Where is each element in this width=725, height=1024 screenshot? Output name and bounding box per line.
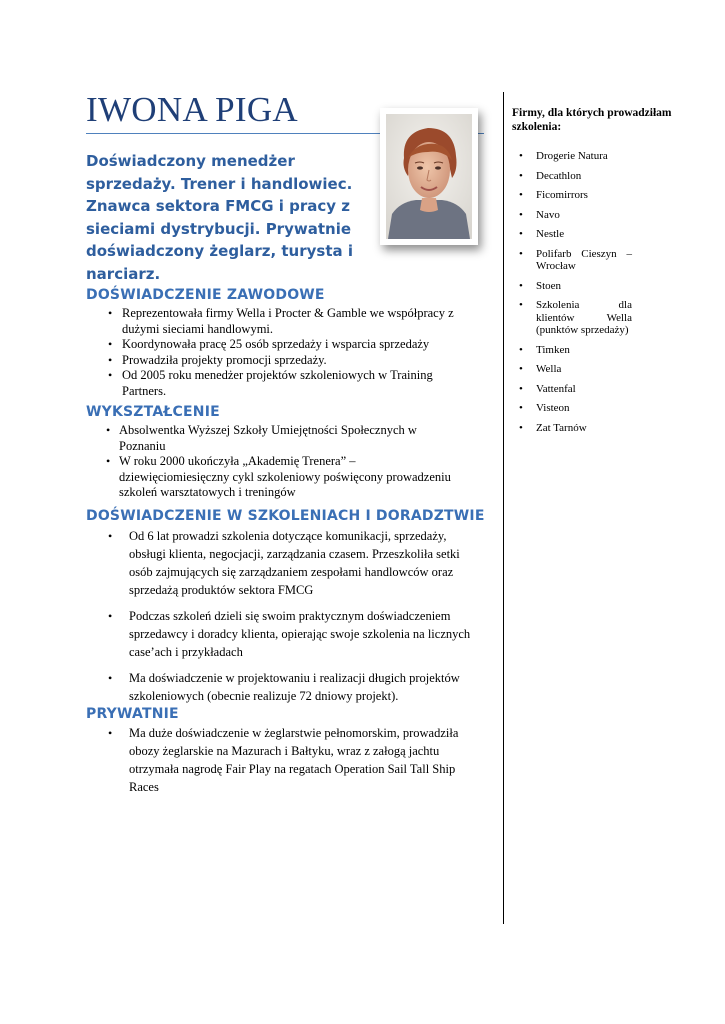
profile-photo xyxy=(380,108,478,245)
person-name: IWONA PIGA xyxy=(86,90,299,129)
section-title-private: PRYWATNIE xyxy=(86,706,179,722)
education-list xyxy=(86,423,464,501)
company-item: • Visteon xyxy=(512,402,632,415)
section-title-education: WYKSZTAŁCENIE xyxy=(86,404,220,420)
list-item: • Ma duże doświadczenie w żeglarstwie pełnomorskim, prowadziła obozy żeglarskie na Mazurach i Bałtyku, wraz z załogą jachtu otrzymała nagrodę Fair Play na regatach Operation Sail Tall Ship Races xyxy=(86,724,476,796)
list-item: • Od 2005 roku menedżer projektów szkoleniowych w Training Partners. xyxy=(86,368,478,399)
training-list xyxy=(86,527,484,713)
company-item: • Wella xyxy=(512,363,632,376)
section-title-training: DOŚWIADCZENIE W SZKOLENIACH I DORADZTWIE xyxy=(86,508,485,524)
list-item: • Od 6 lat prowadzi szkolenia dotyczące komunikacji, sprzedaży, obsługi klienta, negocjacji, zarządzania czasem. Przeszkoliła setki osób zajmujących się zarządzaniem zespołami handlowców oraz sprzedażą produktów sektora FMCG xyxy=(86,527,484,599)
list-item: • W roku 2000 ukończyła „Akademię Trenera” – dziewięciomiesięczny cykl szkoleniowy poświęcony prowadzeniu szkoleń warsztatowych i treningów xyxy=(86,454,464,501)
list-item: • Koordynowała pracę 25 osób sprzedaży i wsparcia sprzedaży xyxy=(86,337,478,353)
company-item: • Timken xyxy=(512,344,632,357)
section-title-experience: DOŚWIADCZENIE ZAWODOWE xyxy=(86,287,325,303)
profile-summary: Doświadczony menedżer sprzedaży. Trener i handlowiec. Znawca sektora FMCG i pracy z sieciami dystrybucji. Prywatnie doświadczony żeglarz, turysta i narciarz. xyxy=(86,152,353,283)
experience-list xyxy=(86,306,478,399)
company-item: • Stoen xyxy=(512,280,632,293)
list-item: • Podczas szkoleń dzieli się swoim praktycznym doświadczeniem sprzedawcy i doradcy klienta, opierając swoje szkolenia na licznych case’ach i przykładach xyxy=(86,607,484,661)
sidebar-divider xyxy=(503,92,504,924)
company-item: • Drogerie Natura xyxy=(512,150,632,163)
company-item: • Vattenfal xyxy=(512,383,632,396)
company-item: • Decathlon xyxy=(512,170,632,183)
company-item: • Szkolenia dla klientów Wella (punktów sprzedaży) xyxy=(512,299,632,337)
portrait-image xyxy=(386,114,472,239)
list-item: • Reprezentowała firmy Wella i Procter & Gamble we współpracy z dużymi sieciami handlowymi. xyxy=(86,306,478,337)
private-list xyxy=(86,724,476,804)
company-item: • Polifarb Cieszyn – Wrocław xyxy=(512,248,632,273)
sidebar-heading: Firmy, dla których prowadziłam szkolenia: xyxy=(512,107,672,133)
list-item: • Absolwentka Wyższej Szkoły Umiejętności Społecznych w Poznaniu xyxy=(86,423,464,454)
company-item: • Navo xyxy=(512,209,632,222)
company-list xyxy=(512,150,632,441)
company-item: • Nestle xyxy=(512,228,632,241)
list-item: • Ma doświadczenie w projektowaniu i realizacji długich projektów szkoleniowych (obecnie realizuje 72 dniowy projekt). xyxy=(86,669,484,705)
company-item: • Zat Tarnów xyxy=(512,422,632,435)
list-item: • Prowadziła projekty promocji sprzedaży. xyxy=(86,353,478,369)
company-item: • Ficomirrors xyxy=(512,189,632,202)
